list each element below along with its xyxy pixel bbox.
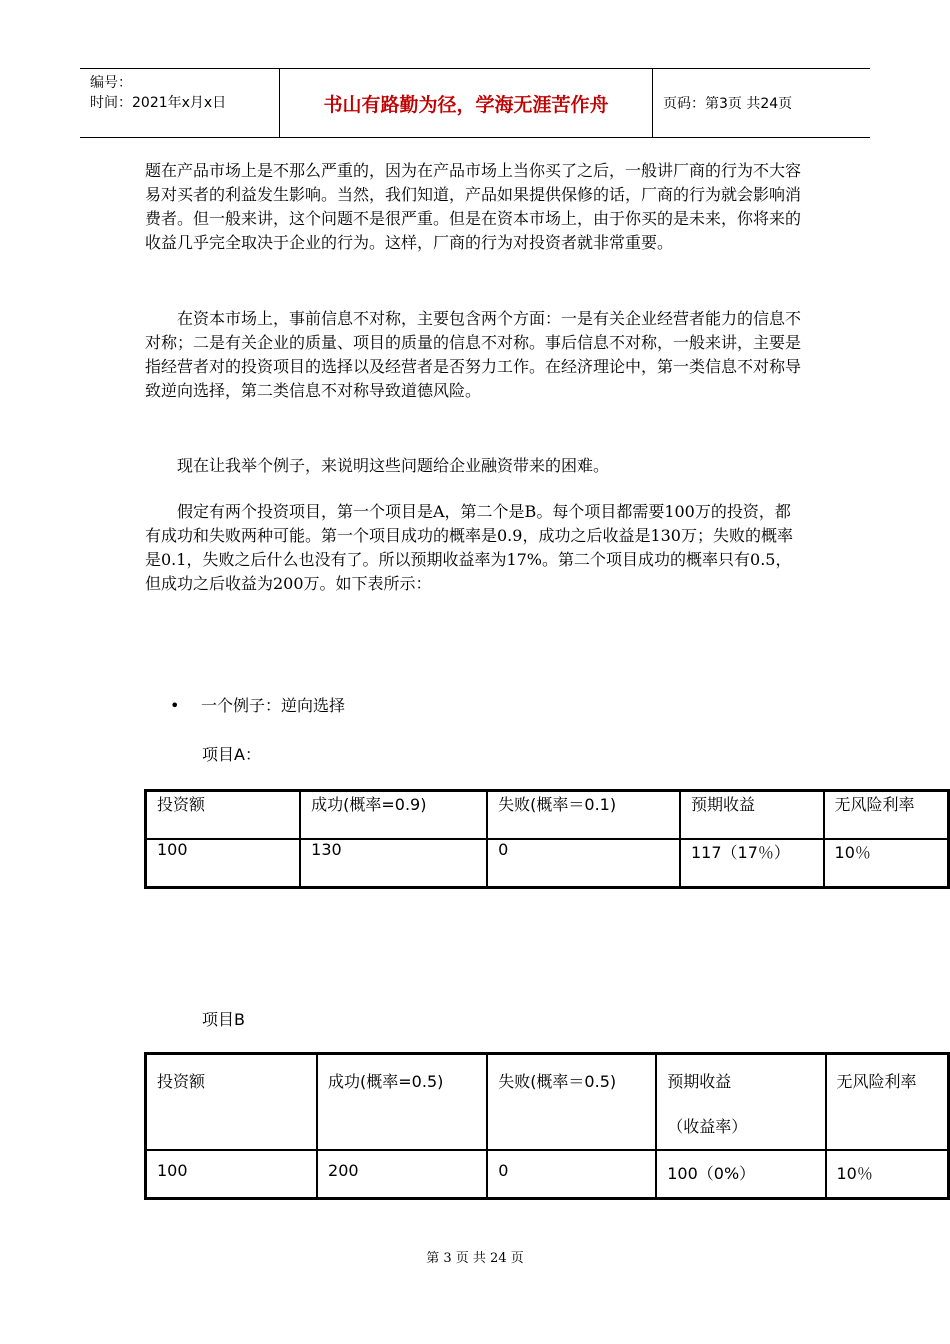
- table-cell: 100: [146, 839, 300, 887]
- table-cell: 失败(概率＝0.5): [487, 1054, 656, 1150]
- project-b-table: [144, 1052, 950, 1200]
- header-meta: [80, 69, 280, 137]
- table-cell: 无风险利率: [824, 791, 948, 839]
- project-a-label: 项目A：: [202, 745, 261, 764]
- table-cell: 预期收益: [680, 791, 824, 839]
- table-cell: 130: [300, 839, 487, 887]
- bullet-text: 一个例子：逆向选择: [201, 696, 346, 715]
- header-number-label: 编号：: [90, 75, 132, 91]
- table-cell: 失败(概率＝0.1): [487, 791, 680, 839]
- header-subtext: （收益率）: [667, 1117, 748, 1136]
- table-header-row: [146, 1054, 948, 1150]
- table-cell: 10％: [826, 1150, 949, 1198]
- table-header-row: [146, 791, 948, 839]
- table-cell: 投资额: [146, 791, 300, 839]
- table-cell: 117（17％）: [680, 839, 824, 887]
- table-cell: 200: [317, 1150, 487, 1198]
- bullet-dot-icon: •: [170, 696, 180, 715]
- table-row: [146, 1150, 948, 1198]
- paragraph-3: 现在让我举个例子，来说明这些问题给企业融资带来的困难。: [177, 456, 610, 475]
- paragraph-2: 在资本市场上，事前信息不对称，主要包含两个方面：一是有关企业经营者能力的信息不对称；二是有关企业的质量、项目的质量的信息不对称。事后信息不对称，一般来讲，主要是指经营者对的投资项目的选择以及经营者是否努力工作。在经济理论中，第一类信息不对称导致逆向选择，第二类信息不对称导致道德风险。: [145, 309, 802, 400]
- project-b-label: 项目B: [202, 1010, 245, 1029]
- project-a-table: [144, 789, 950, 889]
- header-page-info: 页码：第3页 共24页: [663, 96, 793, 112]
- bullet-item: [170, 694, 345, 718]
- paragraph-4: 假定有两个投资项目，第一个项目是A，第二个是B。每个项目都需要100万的投资，都有成功和失败两种可能。第一个项目成功的概率是0.9，成功之后收益是130万；失败的概率是0.1，失败之后什么也没有了。所以预期收益率为17%。第二个项目成功的概率只有0.5，但成功之后收益为200万。如下表所示：: [145, 502, 793, 593]
- table-cell: 100: [146, 1150, 317, 1198]
- table-cell: 0: [487, 839, 680, 887]
- table-cell: 投资额: [146, 1054, 317, 1150]
- table-cell: 无风险利率: [826, 1054, 949, 1150]
- page-footer: 第 3 页 共 24 页: [426, 1251, 524, 1266]
- header-date-label: 时间：2021年x月x日: [90, 95, 227, 111]
- table-cell: 成功(概率=0.9): [300, 791, 487, 839]
- table-cell: 10％: [824, 839, 948, 887]
- page-header: [80, 68, 870, 138]
- table-cell: 100（0%）: [656, 1150, 825, 1198]
- table-cell: 成功(概率=0.5): [317, 1054, 487, 1150]
- table-cell: [656, 1054, 825, 1150]
- header-text: 预期收益: [667, 1072, 732, 1091]
- table-row: [146, 839, 948, 887]
- table-cell: 0: [487, 1150, 656, 1198]
- paragraph-1: 题在产品市场上是不那么严重的，因为在产品市场上当你买了之后，一般讲厂商的行为不大容易对买者的利益发生影响。当然，我们知道，产品如果提供保修的话，厂商的行为就会影响消费者。但一般来讲，这个问题不是很严重。但是在资本市场上，由于你买的是未来，你将来的收益几乎完全取决于企业的行为。这样，厂商的行为对投资者就非常重要。: [145, 161, 802, 252]
- header-motto: 书山有路勤为径，学海无涯苦作舟: [280, 69, 653, 137]
